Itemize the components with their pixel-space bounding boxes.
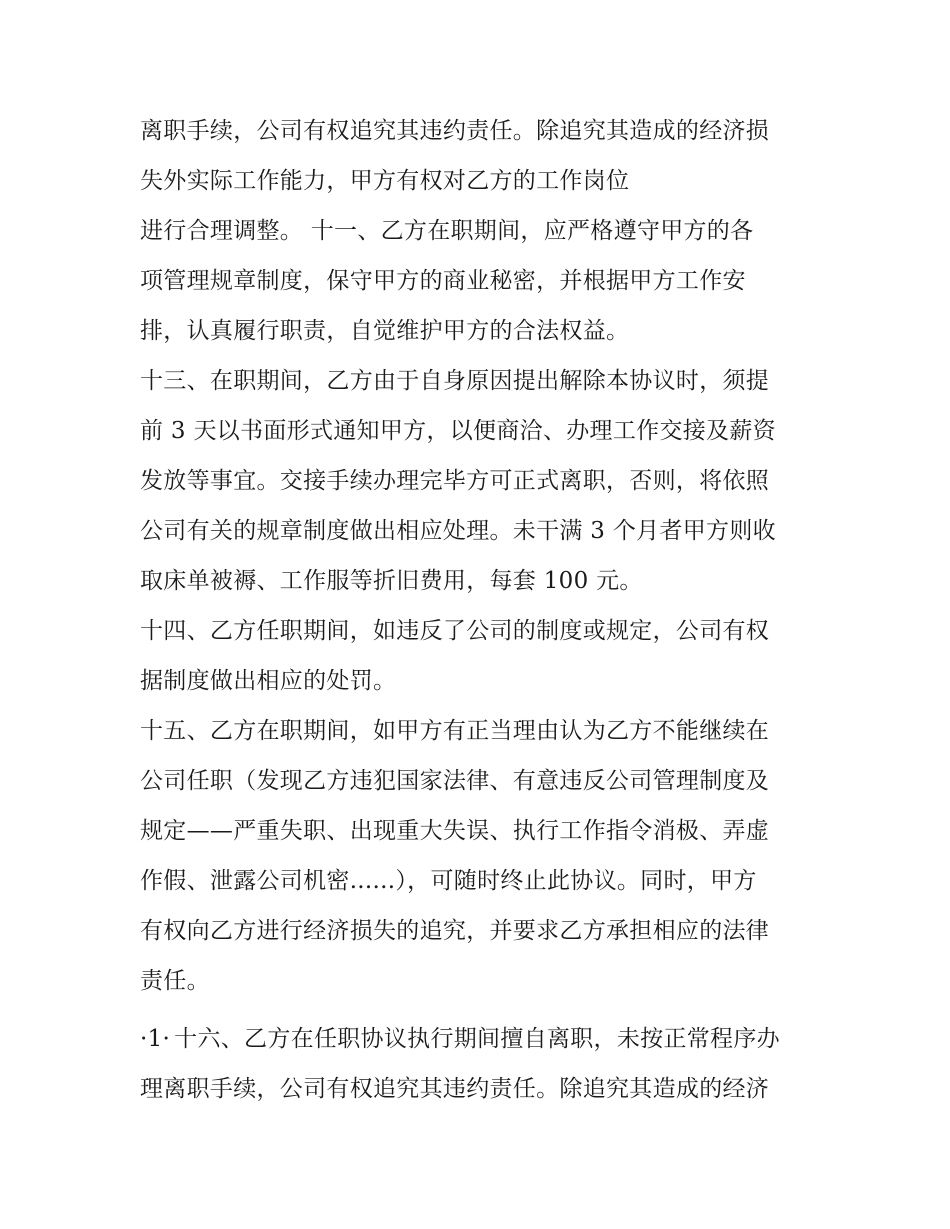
text-line: 作假、泄露公司机密......），可随时终止此协议。同时，甲方 xyxy=(140,868,757,894)
text-line: 十五、乙方在职期间，如甲方有正当理由认为乙方不能继续在 xyxy=(140,718,770,744)
text-line: 规定——严重失职、出现重大失误、执行工作指令消极、弄虚 xyxy=(140,818,770,844)
text-line xyxy=(140,1022,840,1056)
text-line: 排，认真履行职责，自觉维护甲方的合法权益。 xyxy=(140,318,630,344)
text-line: 失外实际工作能力，甲方有权对乙方的工作岗位 xyxy=(140,168,630,194)
text-line: 发放等事宜。交接手续办理完毕方可正式离职，否则，将依照 xyxy=(140,468,770,494)
text-line-content: 十六、乙方在任职协议执行期间擅自离职，未按正常程序办 xyxy=(174,1026,780,1052)
text-line: 十三、在职期间，乙方由于自身原因提出解除本协议时，须提 xyxy=(140,368,770,394)
text-line: 公司有关的规章制度做出相应处理。未干满 3 个月者甲方则收 xyxy=(140,518,776,544)
text-line: 责任。 xyxy=(140,968,210,994)
text-line: 进行合理调整。 十一、乙方在职期间，应严格遵守甲方的各 xyxy=(140,218,754,244)
text-line: 前 3 天以书面形式通知甲方，以便商洽、办理工作交接及薪资 xyxy=(140,418,776,444)
text-line: 取床单被褥、工作服等折旧费用，每套 100 元。 xyxy=(140,568,643,594)
text-line: 项管理规章制度，保守甲方的商业秘密，并根据甲方工作安 xyxy=(140,268,746,294)
text-line: 公司任职（发现乙方违犯国家法律、有意违反公司管理制度及 xyxy=(140,768,770,794)
list-bullet: ·1· xyxy=(140,1026,171,1052)
text-line: 据制度做出相应的处罚。 xyxy=(140,668,397,694)
text-line: 离职手续，公司有权追究其违约责任。除追究其造成的经济损 xyxy=(140,118,770,144)
text-line: 有权向乙方进行经济损失的追究，并要求乙方承担相应的法律 xyxy=(140,918,770,944)
text-line: 十四、乙方任职期间，如违反了公司的制度或规定，公司有权 xyxy=(140,618,770,644)
text-line: 理离职手续，公司有权追究其违约责任。除追究其造成的经济 xyxy=(140,1076,770,1102)
